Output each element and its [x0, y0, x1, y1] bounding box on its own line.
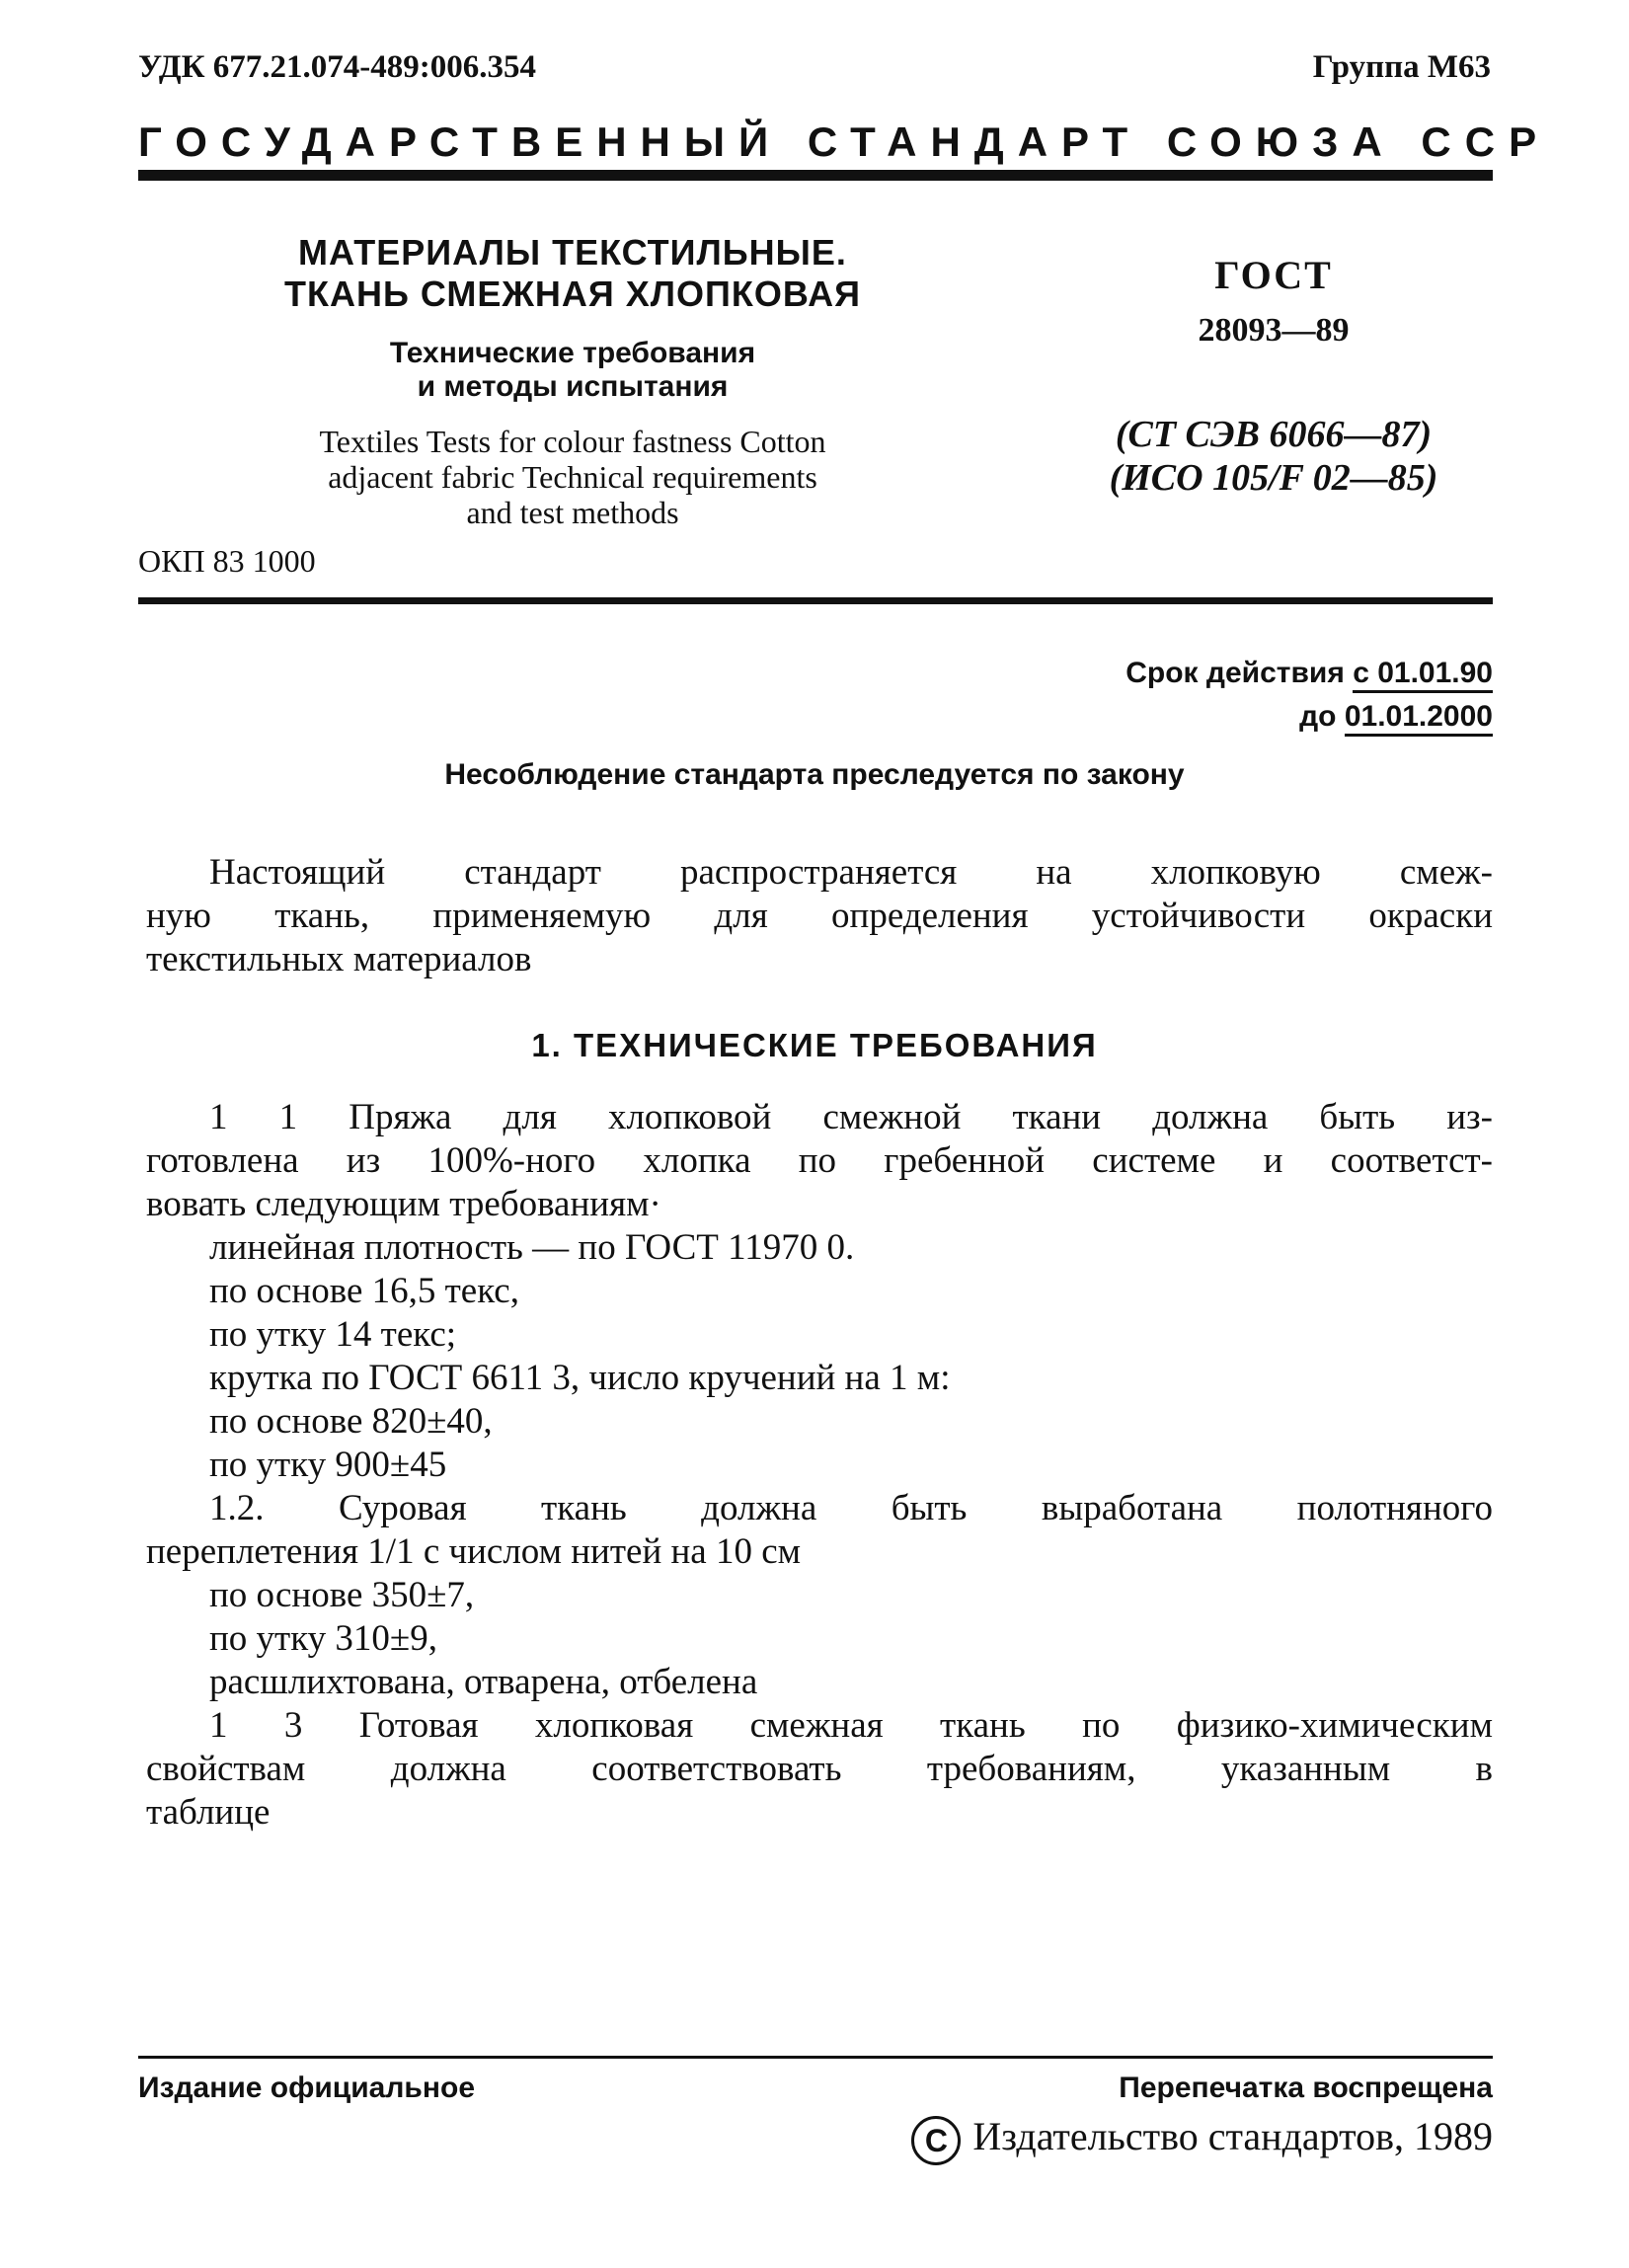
gost-block	[1066, 252, 1481, 500]
gost-label: ГОСТ	[1214, 253, 1333, 297]
validity-period	[1125, 652, 1493, 739]
gost-number: 28093—89	[1198, 312, 1350, 349]
title-rule	[138, 597, 1493, 604]
english-title-line-1: Textiles Tests for colour fastness Cotton	[319, 424, 826, 459]
udk-code: УДК 677.21.074-489:006.354	[138, 49, 536, 85]
validity-label: Срок действия	[1125, 657, 1345, 689]
body-line: по утку 310±9,	[209, 1618, 437, 1659]
body-line: крутка по ГОСТ 6611 3, число кручений на 1 м:	[209, 1358, 951, 1398]
footer-rule	[138, 2056, 1493, 2059]
law-notice: Несоблюдение стандарта преследуется по закону	[444, 758, 1185, 791]
reprint-prohibited-label: Перепечатка воспрещена	[1119, 2072, 1493, 2104]
body-line: свойствам должна соответствовать требованиям, указанным в	[146, 1749, 1493, 1789]
body-line: расшлихтована, отварена, отбелена	[209, 1662, 758, 1702]
body-line: по утку 14 текс;	[209, 1314, 457, 1355]
validity-from: с 01.01.90	[1353, 657, 1493, 693]
iso-reference: (ИСО 105/F 02—85)	[1109, 457, 1438, 499]
body-line: по утку 900±45	[209, 1445, 447, 1485]
intro-line: ную ткань, применяемую для определения устойчивости окраски	[146, 896, 1493, 936]
subtitle-line-1: Технические требования	[389, 337, 756, 369]
body-line: готовлена из 100%-ного хлопка по гребенной системе и соответст-	[146, 1140, 1493, 1181]
publisher-name: Издательство стандартов, 1989	[972, 2114, 1493, 2158]
body-line: по основе 16,5 текс,	[209, 1271, 519, 1311]
english-title-line-3: and test methods	[466, 495, 679, 530]
title-line-1: МАТЕРИАЛЫ ТЕКСТИЛЬНЫЕ.	[298, 232, 847, 273]
body-line: 1 3 Готовая хлопковая смежная ткань по физико-химическим	[209, 1705, 1493, 1746]
validity-from-row	[1125, 652, 1493, 695]
title-block	[168, 232, 977, 530]
body-line: 1.2. Суровая ткань должна быть выработана полотняного	[209, 1488, 1493, 1528]
cmea-reference: (СТ СЭВ 6066—87)	[1115, 414, 1433, 455]
validity-to-row	[1125, 695, 1493, 739]
body-line: таблице	[146, 1792, 271, 1833]
title-line-2: ТКАНЬ СМЕЖНАЯ ХЛОПКОВАЯ	[284, 274, 861, 314]
okp-code: ОКП 83 1000	[138, 543, 316, 579]
body-line: линейная плотность — по ГОСТ 11970 0.	[209, 1227, 855, 1268]
validity-to-prefix: до	[1299, 700, 1337, 733]
validity-to: 01.01.2000	[1345, 700, 1493, 737]
subtitle-line-2: и методы испытания	[417, 370, 729, 403]
official-edition-label: Издание официальное	[138, 2072, 476, 2104]
publisher-line	[911, 2113, 1493, 2165]
section-1-title: 1. ТЕХНИЧЕСКИЕ ТРЕБОВАНИЯ	[531, 1027, 1098, 1063]
copyright-icon: С	[911, 2116, 961, 2165]
intro-line: Настоящий стандарт распространяется на хлопковую смеж-	[209, 852, 1493, 893]
intro-line: текстильных материалов	[146, 939, 532, 979]
english-title-line-2: adjacent fabric Technical requirements	[328, 459, 817, 495]
body-line: по основе 350±7,	[209, 1575, 475, 1615]
header-rule	[138, 170, 1493, 181]
body-line: переплетения 1/1 с числом нитей на 10 см	[146, 1531, 802, 1572]
body-line: по основе 820±40,	[209, 1401, 493, 1442]
state-standard-banner: ГОСУДАРСТВЕННЫЙ СТАНДАРТ СОЮЗА ССР	[138, 118, 1551, 165]
body-line: вовать следующим требованиям·	[146, 1184, 661, 1224]
body-line: 1 1 Пряжа для хлопковой смежной ткани должна быть из-	[209, 1097, 1493, 1137]
group-code: Группа М63	[1312, 49, 1491, 85]
